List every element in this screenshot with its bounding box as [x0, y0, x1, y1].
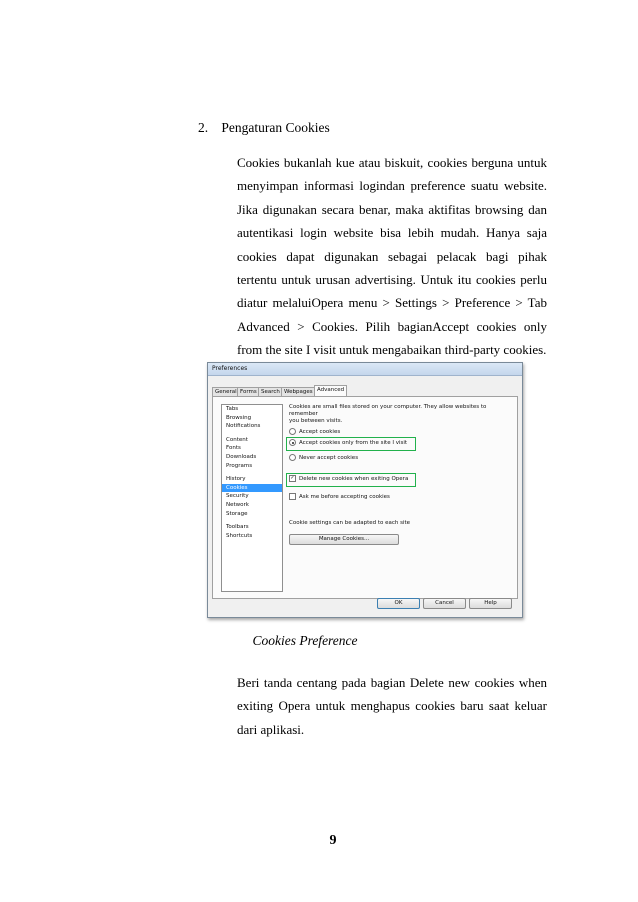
- checkmark-icon: ✓: [290, 475, 295, 481]
- nav-item-tabs[interactable]: Tabs: [226, 406, 239, 412]
- tab-webpages[interactable]: Webpages: [281, 387, 316, 396]
- paragraph-text: Beri tanda centang pada bagian Delete new cookies when exiting Opera untuk menghapus cookies baru saat keluar dari aplikasi.: [237, 675, 547, 737]
- radio-circle-icon: [289, 428, 296, 435]
- help-button[interactable]: Help: [469, 598, 512, 609]
- tab-forms[interactable]: Forms: [237, 387, 260, 396]
- nav-item-fonts[interactable]: Fonts: [226, 445, 241, 452]
- manage-cookies-button[interactable]: Manage Cookies...: [289, 534, 399, 545]
- nav-item-cookies[interactable]: Cookies: [222, 484, 282, 493]
- checkbox-label: Ask me before accepting cookies: [299, 494, 390, 500]
- section-number: 2.: [198, 120, 209, 135]
- nav-item-history[interactable]: History: [226, 476, 246, 483]
- tab-search[interactable]: Search: [258, 387, 283, 396]
- nav-item-network[interactable]: Network: [226, 501, 249, 508]
- cookies-settings: [289, 404, 511, 542]
- nav-item-browsing[interactable]: Browsing: [226, 414, 252, 421]
- tab-general[interactable]: General: [212, 387, 240, 396]
- radio-accept-cookies[interactable]: [289, 428, 340, 437]
- nav-item-storage[interactable]: Storage: [226, 510, 248, 517]
- nav-item-downloads[interactable]: Downloads: [226, 453, 257, 460]
- radio-never-accept[interactable]: [289, 454, 358, 463]
- cookies-description-line1: Cookies are small files stored on your computer. They allow websites to remember: [289, 404, 487, 417]
- tab-advanced[interactable]: Advanced: [314, 385, 347, 396]
- checkbox-delete-on-exit[interactable]: [289, 475, 408, 484]
- checkbox-empty-icon: [289, 493, 296, 500]
- cookies-description-line2: you between visits.: [289, 418, 343, 424]
- site-settings-text: Cookie settings can be adapted to each site: [289, 520, 411, 526]
- page-number: 9: [329, 833, 337, 848]
- nav-item-toolbars[interactable]: Toolbars: [226, 524, 249, 531]
- section-title: Pengaturan Cookies: [221, 120, 330, 135]
- nav-item-content[interactable]: Content: [226, 436, 248, 443]
- nav-item-shortcuts[interactable]: Shortcuts: [226, 532, 253, 539]
- paragraph-text: Cookies bukanlah kue atau biskuit, cookies berguna untuk menyimpan informasi logindan preference suatu website. Jika digunakan secara benar, maka aktifitas browsing dan autentikasi login website bisa lebih mudah. Hanya saja cookies dapat digunakan sebagai pelacak bagi pihak tertentu untuk urusan advertising. Untuk itu cookies perlu diatur melaluiOpera menu > Settings > Preference > Tab Advanced > Cookies. Pilih bagianAccept cookies only from the site I visit untuk mengabaikan third-party cookies.: [237, 155, 547, 358]
- radio-label: Accept cookies only from the site I visit: [299, 440, 408, 446]
- cancel-button[interactable]: Cancel: [423, 598, 466, 609]
- section-heading: [198, 120, 330, 136]
- advanced-nav-list: [221, 404, 283, 592]
- radio-selected-icon: [289, 439, 296, 446]
- checkbox-label: Delete new cookies when exiting Opera: [299, 476, 409, 482]
- nav-item-programs[interactable]: Programs: [226, 462, 253, 469]
- radio-accept-only-visited[interactable]: [289, 439, 407, 448]
- dialog-title: Preferences: [208, 363, 522, 376]
- checkbox-ask-before-accept[interactable]: [289, 493, 390, 502]
- preferences-dialog-figure: [207, 362, 523, 618]
- radio-circle-icon: [289, 454, 296, 461]
- advanced-panel: [212, 396, 518, 599]
- nav-item-notifications[interactable]: Notifications: [226, 423, 261, 430]
- paragraph-cookies-intro: [219, 151, 547, 362]
- figure-caption: Cookies Preference: [252, 633, 358, 648]
- paragraph-delete-cookies: [219, 671, 547, 741]
- nav-item-security[interactable]: Security: [226, 493, 249, 500]
- ok-button[interactable]: OK: [377, 598, 420, 609]
- radio-label: Never accept cookies: [299, 455, 359, 461]
- radio-label: Accept cookies: [299, 429, 341, 435]
